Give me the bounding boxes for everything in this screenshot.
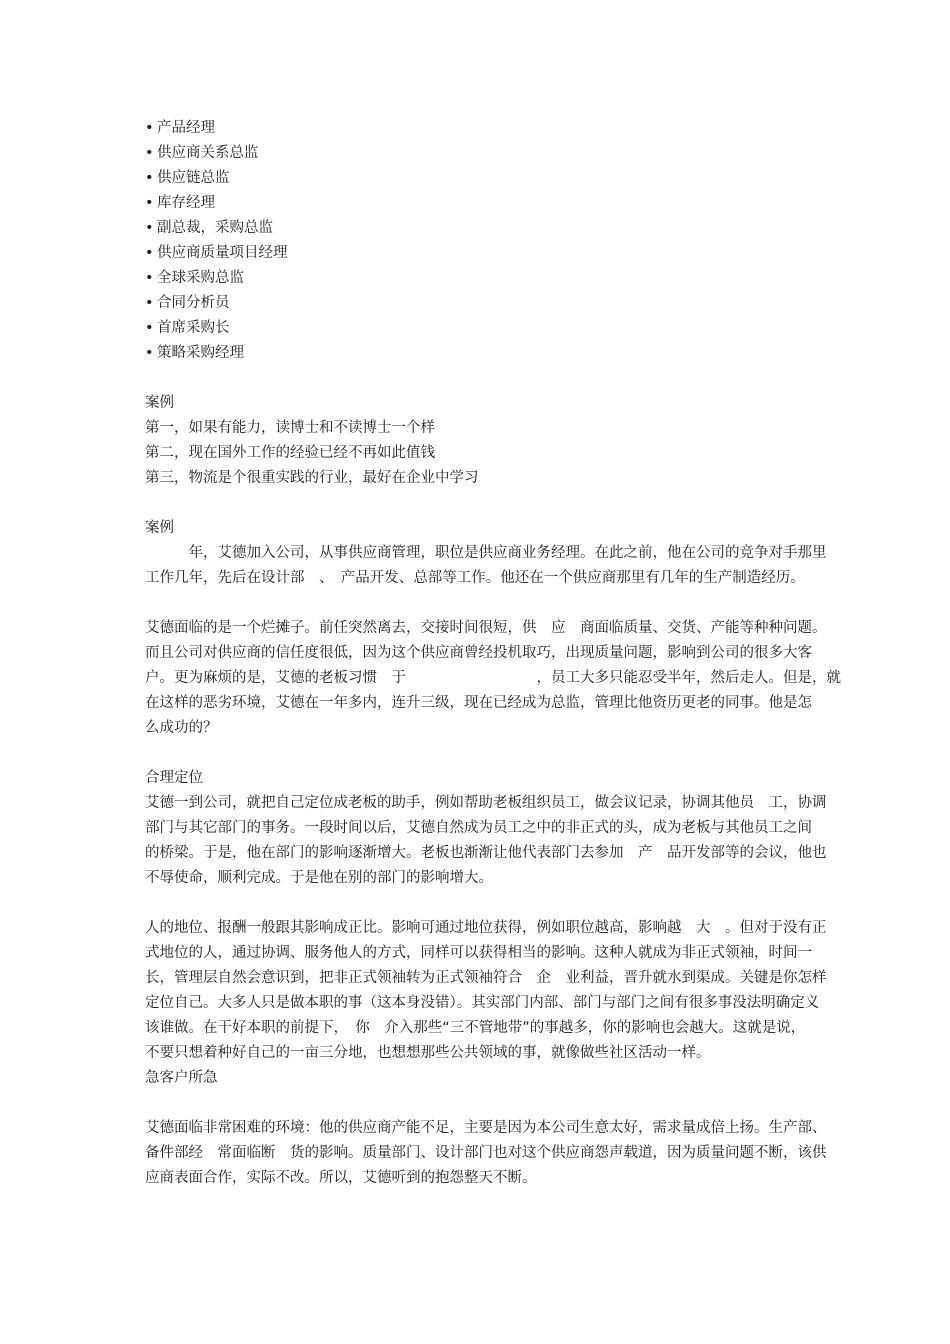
paragraph-line: 而且公司对供应商的信任度很低，因为这个供应商曾经投机取巧，出现质量问题，影响到公司的很多大客 <box>145 645 812 661</box>
spacer <box>145 591 815 616</box>
paragraph-line: 该谁做。在干好本职的前提下， 你 介入那些“三不管地带”的事越多，你的影响也会越大。这就是说， <box>145 1020 806 1036</box>
section-heading: 案例 <box>145 395 174 411</box>
paragraph-line: 的桥梁。于是，他在部门的影响逐渐增大。老板也渐渐让他代表部门去参加 产 品开发部等的会议，他也 <box>145 845 827 861</box>
spacer <box>145 1091 815 1116</box>
bullet-icon: • <box>145 220 154 236</box>
case-line: 第一，如果有能力，读博士和不读博士一个样 <box>145 420 435 436</box>
customer-section <box>145 1066 827 1191</box>
bullet-icon: • <box>145 120 154 136</box>
paragraph-line: 艾德面临的是一个烂摊子。前任突然离去，交接时间很短，供 应 商面临质量、交货、产能等种种问题。 <box>145 620 827 636</box>
list-item: • 合同分析员 <box>145 291 815 316</box>
list-item: • 全球采购总监 <box>145 266 815 291</box>
bullet-icon: • <box>145 170 154 186</box>
positioning-section <box>145 766 827 1066</box>
paragraph <box>145 1116 827 1191</box>
spacer <box>145 366 815 391</box>
list-item: • 首席采购长 <box>145 316 815 341</box>
section-heading: 合理定位 <box>145 770 203 786</box>
bullet-icon: • <box>145 245 154 261</box>
paragraph <box>145 616 841 741</box>
bullet-icon: • <box>145 320 154 336</box>
paragraph-line: 艾德一到公司，就把自己定位成老板的助手，例如帮助老板组织员工，做会议记录，协调其他员 工，协调 <box>145 795 827 811</box>
list-item: • 供应商质量项目经理 <box>145 241 815 266</box>
section-heading: 案例 <box>145 520 174 536</box>
paragraph-line: 艾德面临非常困难的环境：他的供应商产能不足，主要是因为本公司生意太好，需求量成倍上扬。生产部、 <box>145 1120 827 1136</box>
paragraph-line: 户。更为麻烦的是，艾德的老板习惯 于 ，员工大多只能忍受半年，然后走人。但是，就 <box>145 670 841 686</box>
bullet-icon: • <box>145 270 154 286</box>
paragraph-line: 不要只想着种好自己的一亩三分地，也想想那些公共领域的事，就像做些社区活动一样。 <box>145 1045 711 1061</box>
bullet-icon: • <box>145 195 154 211</box>
list-item: • 副总裁，采购总监 <box>145 216 815 241</box>
paragraph-line: 长，管理层自然会意识到，把非正式领袖转为正式领袖符合 企 业利益，晋升就水到渠成。关键是你怎样 <box>145 970 827 986</box>
paragraph-line: 备件部经 常面临断 货的影响。质量部门、设计部门也对这个供应商怨声载道，因为质量问题不断，该供 <box>145 1145 827 1161</box>
bullet-icon: • <box>145 295 154 311</box>
paragraph-line: 部门与其它部门的事务。一段时间以后，艾德自然成为员工之中的非正式的头，成为老板与其他员工之间 <box>145 820 812 836</box>
paragraph-line: 定位自己。大多人只是做本职的事（这本身没错）。其实部门内部、部门与部门之间有很多事没法明确定义 <box>145 995 820 1011</box>
paragraph-line: 人的地位、报酬一般跟其影响成正比。影响可通过地位获得，例如职位越高，影响越 大 。但对于没有正 <box>145 920 827 936</box>
paragraph-line: 不辱使命，顺利完成。于是他在别的部门的影响增大。 <box>145 870 493 886</box>
spacer <box>145 741 815 766</box>
section-heading: 急客户所急 <box>145 1070 218 1086</box>
case-line: 第二，现在国外工作的经验已经不再如此值钱 <box>145 445 435 461</box>
paragraph-line: 式地位的人，通过协调、服务他人的方式，同样可以获得相当的影响。这种人就成为非正式领袖，时间一 <box>145 945 812 961</box>
paragraph-line: 工作几年，先后在设计部 、 产品开发、总部等工作。他还在一个供应商那里有几年的生产制造经历。 <box>145 570 805 586</box>
paragraph <box>145 916 827 1066</box>
list-item: • 产品经理 <box>145 116 815 141</box>
spacer <box>145 891 815 916</box>
list-item: • 供应链总监 <box>145 166 815 191</box>
case-line: 第三，物流是个很重实践的行业，最好在企业中学习 <box>145 470 479 486</box>
paragraph <box>145 791 827 891</box>
case-section-1 <box>145 391 815 491</box>
paragraph-line: 年，艾德加入公司，从事供应商管理，职位是供应商业务经理。在此之前，他在公司的竞争对手那里 <box>145 545 827 561</box>
bullet-icon: • <box>145 345 154 361</box>
paragraph <box>145 541 827 591</box>
case-section-2 <box>145 516 841 741</box>
document-body <box>145 116 841 1191</box>
list-item: • 库存经理 <box>145 191 815 216</box>
paragraph-line: 在这样的恶劣环境，艾德在一年多内，连升三级，现在已经成为总监，管理比他资历更老的同事。他是怎 <box>145 695 812 711</box>
role-list <box>145 116 815 366</box>
paragraph-line: 应商表面合作，实际不改。所以，艾德听到的抱怨整天不断。 <box>145 1170 537 1186</box>
list-item: • 供应商关系总监 <box>145 141 815 166</box>
bullet-icon: • <box>145 145 154 161</box>
paragraph-line: 么成功的？ <box>145 720 218 736</box>
list-item: • 策略采购经理 <box>145 341 815 366</box>
spacer <box>145 491 815 516</box>
